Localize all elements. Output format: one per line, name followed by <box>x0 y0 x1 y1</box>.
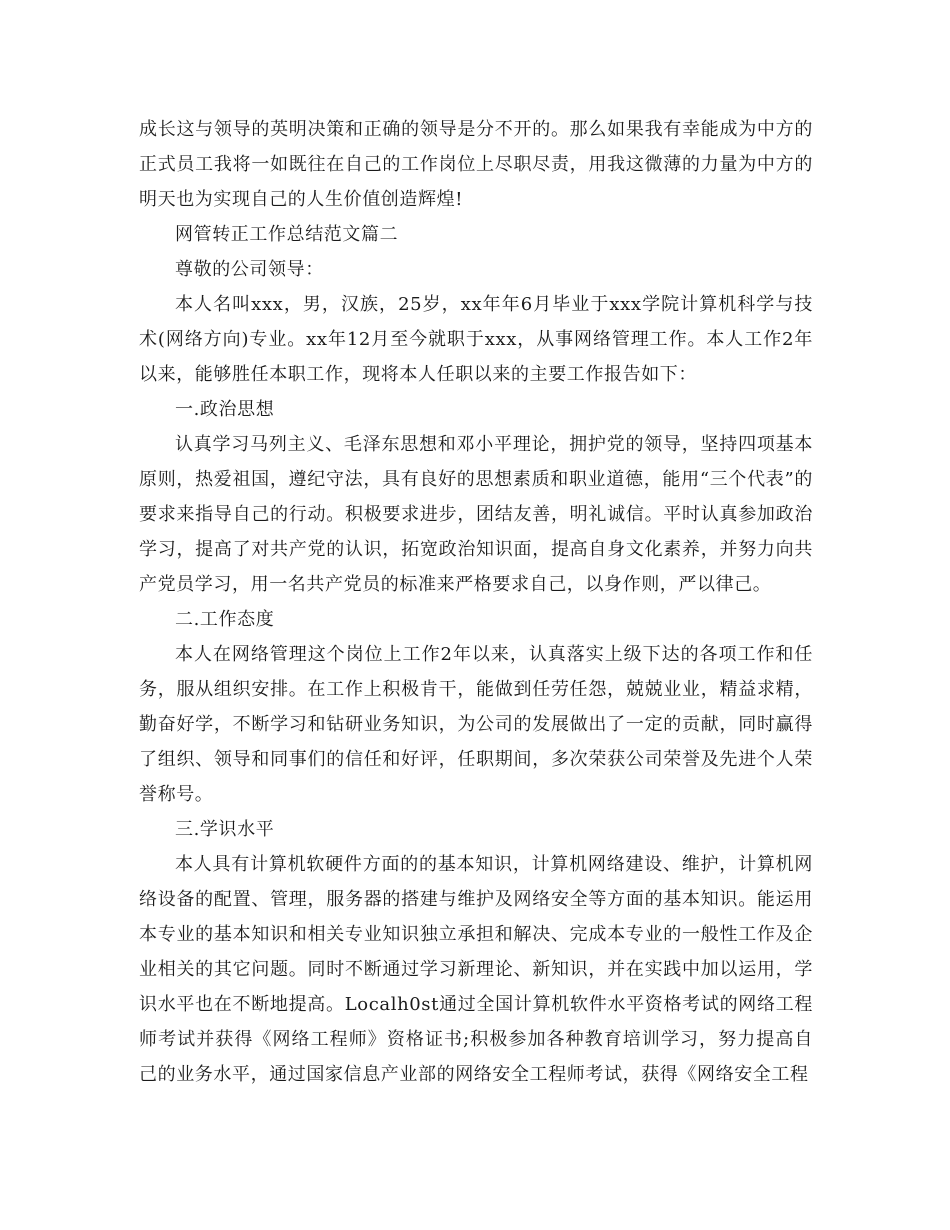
paragraph-introduction: 本人名叫xxx，男，汉族，25岁，xx年年6月毕业于xxx学院计算机科学与技术(网络方向)专业。xx年12月至今就职于xxx，从事网络管理工作。本人工作2年以来，能够胜任本职工作，现将本人任职以来的主要工作报告如下： <box>139 294 813 385</box>
paragraph-closing: 成长这与领导的英明决策和正确的领导是分不开的。那么如果我有幸能成为中方的正式员工我将一如既往在自己的工作岗位上尽职尽责，用我这微薄的力量为中方的明天也为实现自己的人生价值创造辉煌! <box>139 119 813 210</box>
heading-knowledge-level: 三.学识水平 <box>175 819 275 840</box>
document-body <box>139 112 813 1092</box>
heading-political-thought: 一.政治思想 <box>175 399 275 420</box>
paragraph-political-thought: 认真学习马列主义、毛泽东思想和邓小平理论，拥护党的领导，坚持四项基本原则，热爱祖国，遵纪守法，具有良好的思想素质和职业道德，能用“三个代表”的要求来指导自己的行动。积极要求进步，团结友善，明礼诚信。平时认真参加政治学习，提高了对共产党的认识，拓宽政治知识面，提高自身文化素养，并努力向共产党员学习，用一名共产党员的标准来严格要求自己，以身作则，严以律己。 <box>139 434 813 595</box>
salutation: 尊敬的公司领导： <box>175 259 324 280</box>
paragraph-knowledge-level: 本人具有计算机软硬件方面的的基本知识，计算机网络建设、维护，计算机网络设备的配置、管理，服务器的搭建与维护及网络安全等方面的基本知识。能运用本专业的基本知识和相关专业知识独立承担和解决、完成本专业的一般性工作及企业相关的其它问题。同时不断通过学习新理论、新知识，并在实践中加以运用，学识水平也在不断地提高。Localh0st通过全国计算机软件水平资格考试的网络工程师考试并获得《网络工程师》资格证书;积极参加各种教育培训学习，努力提高自己的业务水平，通过国家信息产业部的网络安全工程师考试，获得《网络安全工程 <box>139 854 813 1085</box>
paragraph-work-attitude: 本人在网络管理这个岗位上工作2年以来，认真落实上级下达的各项工作和任务，服从组织安排。在工作上积极肯干，能做到任劳任怨，兢兢业业，精益求精，勤奋好学，不断学习和钻研业务知识，为公司的发展做出了一定的贡献，同时赢得了组织、领导和同事们的信任和好评，任职期间，多次荣获公司荣誉及先进个人荣誉称号。 <box>139 644 813 805</box>
section-title: 网管转正工作总结范文篇二 <box>175 224 399 245</box>
heading-work-attitude: 二.工作态度 <box>175 609 275 630</box>
